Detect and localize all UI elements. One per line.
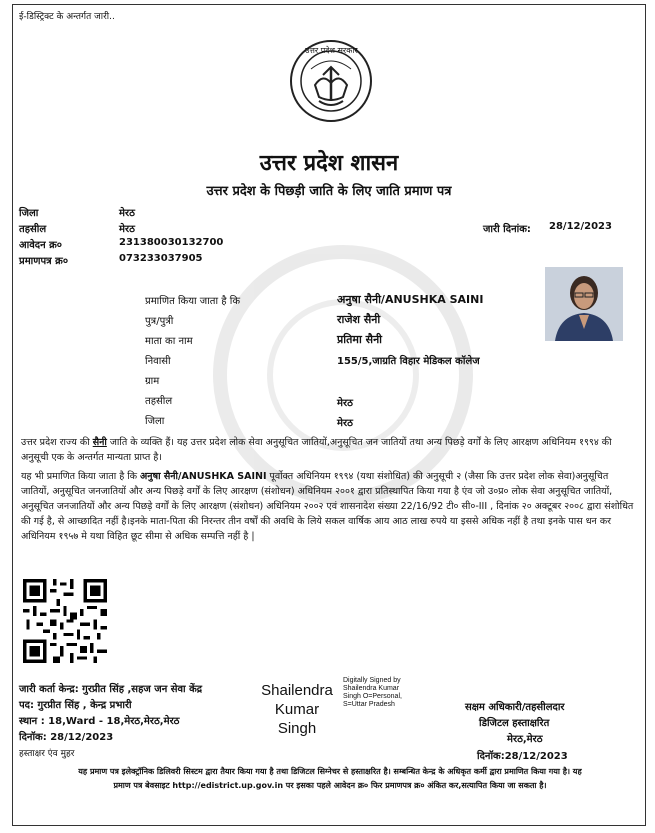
authority-digital-sign: डिजिटल हस्ताक्षरित: [479, 718, 550, 729]
authority-title: सक्षम अधिकारी/तहसीलदार: [465, 702, 565, 713]
top-note: ई-डिस्ट्रिक्ट के अन्तर्गत जारी..: [19, 12, 115, 22]
digital-signature-details: Digitally Signed by Shailendra Kumar Singh O=Personal, S=Uttar Pradesh: [343, 677, 402, 708]
detail-value-mother: प्रतिमा सैनी: [337, 333, 383, 346]
issue-date-label: जारी दिनांक:: [483, 224, 531, 235]
detail-label-certified: प्रमाणित किया जाता है कि: [145, 296, 241, 307]
issuer-post: पद: गुरप्रीत सिंह , केन्द्र प्रभारी: [19, 700, 132, 711]
caste-name: सैनी: [92, 437, 107, 448]
emblem-text: उत्तर प्रदेश सरकार: [305, 46, 358, 55]
verification-footer: [19, 765, 641, 793]
issuer-date: दिनॉक: 28/12/2023: [19, 732, 114, 743]
footer-line-1: यह प्रमाण पत्र इलेक्ट्रॉनिक डिलिवरी सिस्टम द्वारा तैयार किया गया है तथा डिजिटल सिग्नेचर से हस्ताक्षरित है। सम्बन्धित केन्द्र के अधिकृत कर्मी द्वारा प्रमाणित किया गया है। यह: [78, 767, 582, 776]
tehsil-value: मेरठ: [119, 224, 135, 235]
digital-signature-name: Shailendra Kumar Singh: [261, 682, 333, 737]
issuer-center: जारी कर्ता केन्द्र: गुरप्रीत सिंह ,सहज जन सेवा केंद्र: [19, 684, 203, 695]
applicant-photo: [545, 267, 623, 341]
creamy-layer-paragraph: यह भी प्रमाणित किया जाता है कि अनुषा सैनी/ANUSHKA SAINI पूर्वोक्त अधिनियम १९९४ (यथा संशोधित) की अनुसूची २ (जैसा कि उत्तर प्रदेश लोक सेवा)अनुसूचित जातियों, अनुसूचित जनजातियों और अन्य पिछड़े वर्गों के लिए आरक्षण (संशोधन) अधिनियम २००१ द्वारा प्रतिस्थापित किया गया है एंव जो उ०प्र० लोक सेवा अनुसूचित जातियों, अनुसूचित जनजातियों और अन्य पिछड़े वर्गों के लिए आरक्षण (संशोधन) अधिनियम २००२ एवं शासनादेश संख्या 22/16/92 टी० सी०-III , दिनांक २० अक्टूबर २००८ द्वारा संशोधित की गई है, से आच्छादित नहीं है।इनके माता-पिता की निरन्तर तीन वर्षों की अवधि के लिये सकल वार्षिक आय आठ लाख रुपये या इससे अधिक नहीं है तथा इनके पास धन कर अधिनियम १९५७ मे यथा विहित छूट सीमा से अधिक सम्पत्ति नहीं है |: [21, 471, 634, 542]
qr-code: [23, 579, 107, 663]
issue-date-value: 28/12/2023: [549, 221, 612, 232]
detail-label-tehsil: तहसील: [145, 396, 173, 407]
certificate-label: प्रमाणपत्र क्र०: [19, 256, 69, 267]
detail-value-father: राजेश सैनी: [337, 313, 381, 326]
detail-label-district: जिला: [145, 416, 165, 427]
district-label: जिला: [19, 208, 39, 219]
detail-label-child-of: पुत्र/पुत्री: [145, 316, 174, 327]
application-number: 231380030132700: [119, 237, 224, 248]
issuer-place: स्थान : 18,Ward - 18,मेरठ,मेरठ,मेरठ: [19, 716, 180, 727]
district-value: मेरठ: [119, 208, 135, 219]
footer-line-2: प्रमाण पत्र बेवसाइट http://edistrict.up.gov.in पर इसका पहले आवेदन क्र० फिर प्रमाणपत्र क्र० अंकित कर,सत्यापित किया जा सकता है।: [113, 781, 547, 790]
application-label: आवेदन क्र०: [19, 240, 63, 251]
tehsil-label: तहसील: [19, 224, 47, 235]
certified-person-name: अनुषा सैनी/ANUSHKA SAINI: [140, 471, 267, 482]
document-title: उत्तर प्रदेश शासन: [259, 151, 399, 176]
emblem-watermark: [213, 245, 473, 505]
signature-and-seal: हस्ताक्षर एंव मुहर: [19, 749, 75, 759]
detail-label-village: ग्राम: [145, 376, 160, 387]
detail-value-tehsil: मेरठ: [337, 398, 353, 409]
detail-value-district: मेरठ: [337, 418, 353, 429]
detail-label-mother: माता का नाम: [145, 336, 193, 347]
authority-date: दिनॉक:28/12/2023: [477, 751, 568, 762]
detail-label-resident: निवासी: [145, 356, 171, 367]
detail-value-address: 155/5,जाग्रति विहार मेडिकल कॉलेज: [337, 356, 480, 367]
authority-place: मेरठ,मेरठ: [507, 734, 543, 745]
document-subtitle: उत्तर प्रदेश के पिछड़ी जाति के लिए जाति प्रमाण पत्र: [206, 184, 452, 199]
caste-paragraph: उत्तर प्रदेश राज्य की सैनी जाति के व्यक्ति हैं। यह उत्तर प्रदेश लोक सेवा अनुसूचित जातियों,अनुसूचित जन जातियों तथा अन्य पिछड़े वर्गों के लिए आरक्षण अधिनियम १९९४ की अनुसूची एक के अन्तर्गत मान्यता प्राप्त है।: [21, 437, 612, 463]
certificate-number: 073233037905: [119, 253, 203, 264]
certificate-page: [12, 4, 646, 826]
detail-value-name: अनुषा सैनी/ANUSHKA SAINI: [337, 293, 484, 306]
